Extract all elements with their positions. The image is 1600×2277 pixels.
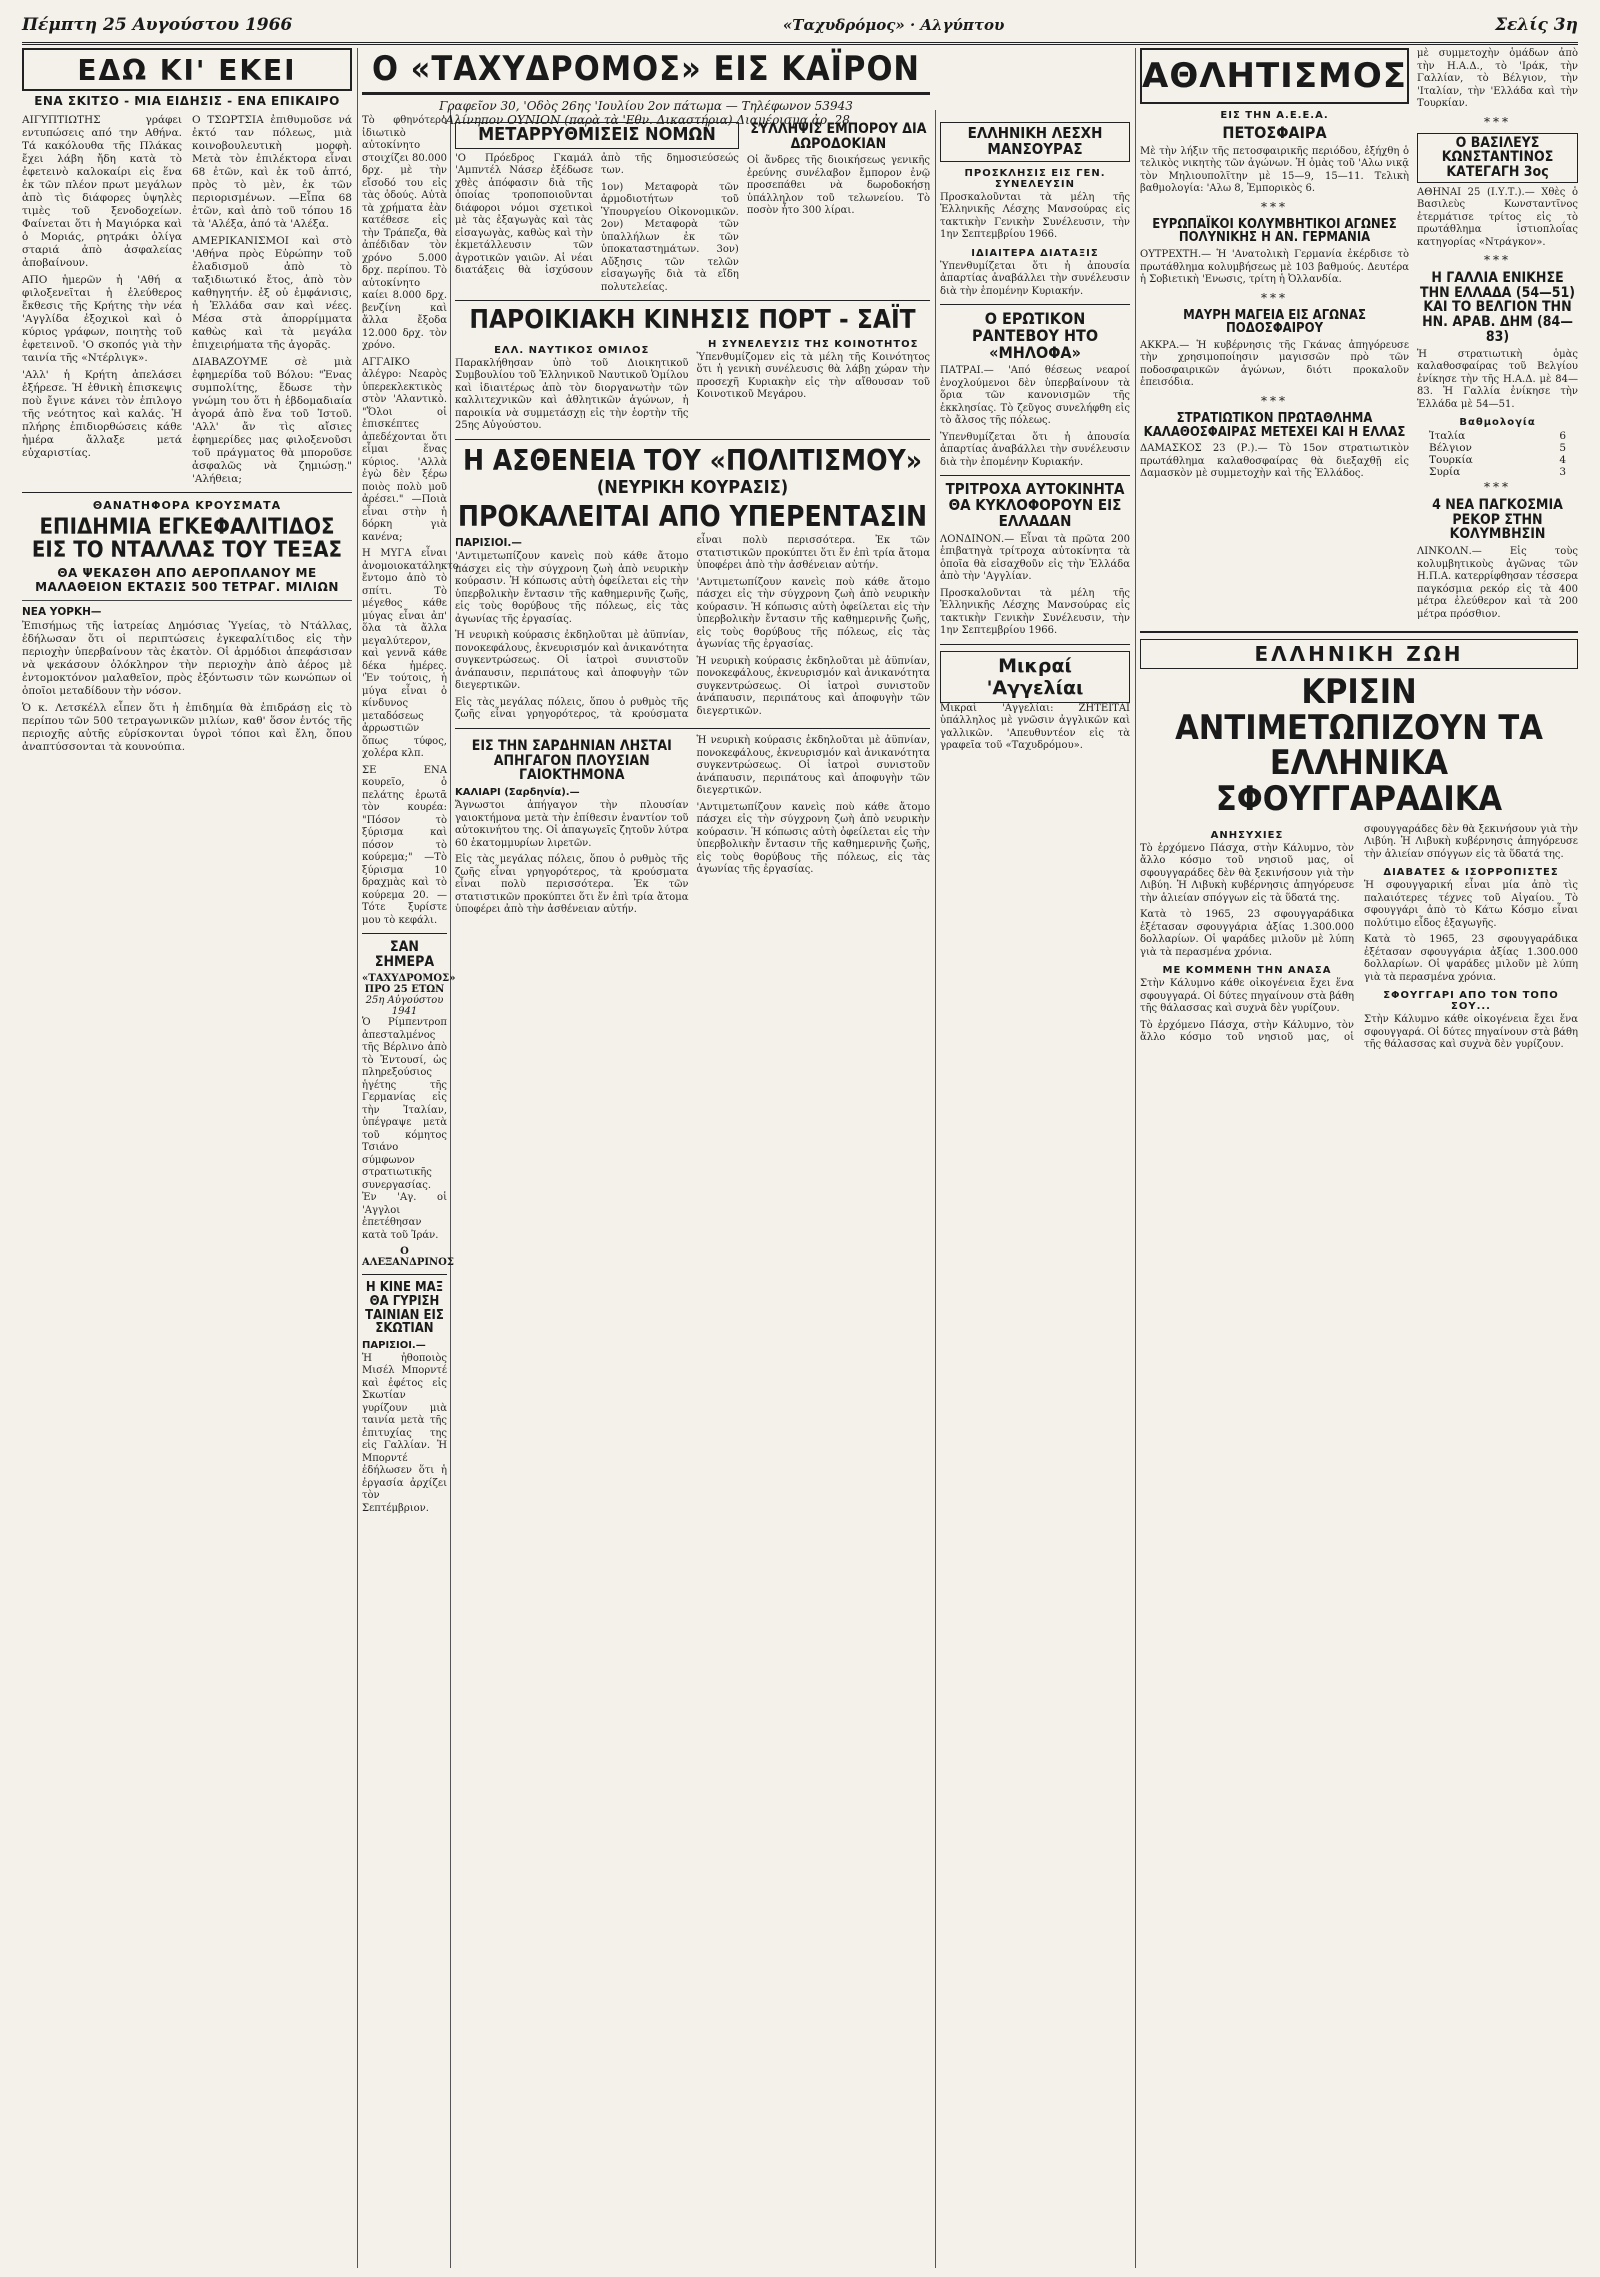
article-paragraph: Κατὰ τὸ 1965, 23 σφουγγαράδικα ἐξέτασαν σφουγγάρια ἀξίας 1.300.000 δολλαρίων. Οἱ ψαράδες μιλοῦν μὲ λύπη γιὰ τὰ περασμένα χρόνια.: [1140, 909, 1354, 958]
office-address-2: 'Αλίνηπον ΟΥΝΙΟΝ (παρὰ τὰ 'Εθν. Δικαστήρια) Διαμέρισμα ἀρ. 28: [442, 112, 850, 127]
standings-team: Βέλγιον: [1429, 442, 1472, 454]
headline-swimming-europe: ΕΥΡΩΠΑΪΚΟΙ ΚΟΛΥΜΒΗΤΙΚΟΙ ΑΓΩΝΕΣ ΠΟΛΥΝΙΚΗΣ Η ΑΝ. ΓΕΡΜΑΝΙΑ: [1152, 216, 1397, 246]
article-paragraph: 'Αντιμετωπίζουν κανεὶς ποὺ κάθε ἄτομο πάσχει εἰς τὴν σύγχρονη ζωὴ ἀπὸ νευρικὴν κούρασιν. Ἡ κόπωσις αὐτὴ ὀφείλεται εἰς τὴν ὑπερβολικὴν ἔντασιν τῆς καθημερινῆς ζωῆς, εἰς τοὺς θορύβους τῆς πόλεως, εἰς τὰς ἀγωνίας τῆς ἐργασίας.: [455, 551, 689, 625]
article-paragraph: Ὑπενθυμίζομεν εἰς τὰ μέλη τῆς Κοινότητος ὅτι ἡ γενικὴ συνέλευσις θὰ λάβῃ χώραν τὴν προσεχῆ Κυριακὴν εἰς τὴν αἴθουσαν τοῦ Κοινοτικοῦ Μεγάρου.: [696, 351, 930, 401]
article-paragraph: Ἡ στρατιωτικὴ ὁμὰς καλαθοσφαίρας τοῦ Βελγίου ἐνίκησε τὴν τῆς Η.Α.Δ. μὲ 84—83. Ἡ Γαλλία ἐνίκησε τὴν Ἑλλάδα μὲ 54—51.: [1417, 348, 1578, 410]
standings-label: Βαθμολογία: [1459, 417, 1536, 428]
standings-row: [1429, 442, 1566, 454]
subheading: ΜΕ ΚΟΜΜΕΝΗ ΤΗΝ ΑΝΑΣΑ: [1162, 965, 1332, 977]
column-sports: ΑΘΛΗΤΙΣΜΟΣ ΕΙΣ ΤΗΝ Α.Ε.Ε.Α. ΠΕΤΟΣΦΑΙΡΑ Μὲ τὴν λήξιν τῆς πετοσφαιρικῆς περιόδου, ἐξήχθη ὁ τελικὸς νικητὴς τῶν ἀγώνων. Ἡ ὁμὰς τοῦ 'Αλω νικᾷ τὸν Μηλιουπολῖτην μὲ 15—9, 15—11. Τελικὴ βαθμολογία: 'Αλω 8, Ἐμπορικὸς 6. *** ΕΥΡΩΠΑΪΚΟΙ ΚΟΛΥΜΒΗΤΙΚΟΙ ΑΓΩΝΕΣ ΠΟΛΥΝΙΚΗΣ Η ΑΝ. ΓΕΡΜΑΝΙΑ ΟΥΤΡΕΧΤΗ.— Ἡ 'Ανατολικὴ Γερμανία ἐκέρδισε τὸ πρωτάθλημα κολυμβήσεως μὲ 103 βαθμούς. Δευτέρα ἡ Σοβιετικὴ 'Ενωσις, τρίτη ἡ Ὀλλανδία. *** ΜΑΥΡΗ ΜΑΓΕΙΑ ΕΙΣ ΑΓΩΝΑΣ ΠΟΔΟΣΦΑΙΡΟΥ ΑΚΚΡΑ.— Ἡ κυβέρνησις τῆς Γκάνας ἀπηγόρευσε τὴν χρησιμοποίησιν μαγισσῶν πρὸ τῶν ποδοσφαιρικῶν ἀγώνων, διότι προκαλοῦν ἐπεισόδια. *** ΣΤΡΑΤΙΩΤΙΚΟΝ ΠΡΩΤΑΘΛΗΜΑ ΚΑΛΑΘΟΣΦΑΙΡΑΣ ΜΕΤΕΧΕΙ ΚΑΙ Η ΕΛΛΑΣ ΔΑΜΑΣΚΟΣ 23 (Ρ.).— Τὸ 15ον στρατιωτικὸν πρωτάθλημα καλαθοσφαίρας θὰ διεξαχθῇ εἰς Δαμασκὸν μὲ συμμετοχὴν καὶ τῆς Ἑλλάδος. μὲ συμμετοχὴν ὁμάδων ἀπὸ τὴν Η.Α.Δ., τὸ 'Ιράκ, τὴν Γαλλίαν, τὸ Βέλγιον, τὴν 'Ιταλίαν, τὴν 'Ελλάδα καὶ τὴν Τουρκίαν. *** Ο ΒΑΣΙΛΕΥΣ ΚΩΝΣΤΑΝΤΙΝΟΣ ΚΑΤΕΓΑΓΗ 3ος ΑΘΗΝΑΙ 25 (Ι.Υ.Τ.).— Χθὲς ὁ Βασιλεὺς Κωνσταντῖνος ἐτερμάτισε τρίτος εἰς τὸ πρωτάθλημα ἱστιοπλοΐας κατηγορίας «Ντράγκον». *** Η ΓΑΛΛΙΑ ΕΝΙΚΗΣΕ ΤΗΝ ΕΛΛΑΔΑ (54—51) ΚΑΙ ΤΟ ΒΕΛΓΙΟΝ ΤΗΝ ΗΝ. ΑΡΑΒ. ΔΗΜ (84—83) Ἡ στρατιωτικὴ ὁμὰς καλαθοσφαίρας τοῦ Βελγίου ἐνίκησε τὴν τῆς Η.Α.Δ. μὲ 84—83. Ἡ Γαλλία ἐνίκησε τὴν Ἑλλάδα μὲ 54—51. Βαθμολογία Ἰταλία 6 Βέλγιον 5 Τουρκία 4 Συρία 3 *** 4 ΝΕΑ ΠΑΓΚΟΣΜΙΑ ΡΕΚΟΡ ΣΤΗΝ ΚΟΛΥΜΒΗΣΙΝ ΛΙΝΚΟΛΝ.— Εἰς τοὺς κολυμβητικοὺς ἀγῶνας τῶν Η.Π.Α. κατερρίφθησαν τέσσερα παγκόσμια ρεκόρ εἰς τὰ 400 μέτρα ἐλεύθερον καὶ τὰ 200 μέτρα πρόσθιον. ΕΛΛΗΝΙΚΗ ΖΩΗ ΚΡΙΣΙΝ ΑΝΤΙΜΕΤΩΠΙΖΟΥΝ ΤΑ ΕΛΛΗΝΙΚΑ ΣΦΟΥΓΓΑΡΑΔΙΚΑ ΑΝΗΣΥΧΙΕΣ Τὸ ἐρχόμενο Πάσχα, στὴν Κάλυμνο, τὸν ἄλλο κόσμο τοῦ νησιοῦ μας, οἱ σφουγγαράδες δὲν θὰ ξεκινήσουν γιὰ τὴν Λιβύη. Ἡ Λιβυκὴ κυβέρνησις ἀπηγόρευσε τὴν ἁλιείαν σπόγγων εἰς τὰ ὕδατά της. Κατὰ τὸ 1965, 23 σφουγγαράδικα ἐξέτασαν σφουγγάρια ἀξίας 1.300.000 δολλαρίων. Οἱ ψαράδες μιλοῦν μὲ λύπη γιὰ τὰ περασμένα χρόνια. ΜΕ ΚΟΜΜΕΝΗ ΤΗΝ ΑΝΑΣΑ Στὴν Κάλυμνο κάθε οἰκογένεια ἔχει ἕνα σφουγγαρά. Οἱ δύτες πηγαίνουν στὰ βάθη τῆς θάλασσας καὶ συχνὰ δὲν γυρίζουν. Τὸ ἐρχόμενο Πάσχα, στὴν Κάλυμνο, τὸν ἄλλο κόσμο τοῦ νησιοῦ μας, οἱ σφουγγαράδες δὲν θὰ ξεκινήσουν γιὰ τὴν Λιβύη. Ἡ Λιβυκὴ κυβέρνησις ἀπηγόρευσε τὴν ἁλιείαν σπόγγων εἰς τὰ ὕδατά της. ΔΙΑΒΑΤΕΣ & ΙΣΟΡΡΟΠΙΣΤΕΣ Ἡ σφουγγαρική εἶναι μία ἀπὸ τὶς παλαιότερες τέχνες τοῦ Αἰγαίου. Τὸ σφουγγάρι ἀπὸ τὸ Κάτω Κόσμο εἶναι πολύτιμο εἶδος ἐξαγωγῆς. Κατὰ τὸ 1965, 23 σφουγγαράδικα ἐξέτασαν σφουγγάρια ἀξίας 1.300.000 δολλαρίων. Οἱ ψαράδες μιλοῦν μὲ λύπη γιὰ τὰ περασμένα χρόνια. ΣΦΟΥΓΓΑΡΙ ΑΠΟ ΤΟΝ ΤΟΠΟ ΣΟΥ... Στὴν Κάλυμνο κάθε οἰκογένεια ἔχει ἕνα σφουγγαρά. Οἱ δύτες πηγαίνουν στὰ βάθη τῆς θάλασσας καὶ συχνὰ δὲν γυρίζουν.: [1140, 48, 1578, 1051]
today-subtitle: «ΤΑΧΥΔΡΟΜΟΣ» ΠΡΟ 25 ΕΤΩΝ: [362, 973, 456, 996]
headline-swimming-records: 4 ΝΕΑ ΠΑΓΚΟΣΜΙΑ ΡΕΚΟΡ ΣΤΗΝ ΚΟΛΥΜΒΗΣΙΝ: [1432, 497, 1563, 543]
headline-military-basketball: ΣΤΡΑΤΙΩΤΙΚΟΝ ΠΡΩΤΑΘΛΗΜΑ ΚΑΛΑΘΟΣΦΑΙΡΑΣ ΜΕΤΕΧΕΙ ΚΑΙ Η ΕΛΛΑΣ: [1143, 410, 1406, 440]
article-paragraph: Ο ΤΣΩΡΤΣΙΑ ἐπιθυμοῦσε νά ἐκτό ταν πόλεως, μιὰ κοινοβουλευτικὴ μορφὴ. Μετὰ τὸν ἐπιλέκτορα εἶναι 68 ἐτῶν, καὶ ἐκ τοῦ ἀπτό, πρὸς τὸ μὲν, ἐκ τῶν περιορισμένων. —Εἶπα 68 ἐτῶν, καὶ ἀπὸ τοῦ τόπου 1δ τὰ 'Αλέξα, ἀπό τὰ 'Αλέξα.: [192, 114, 352, 230]
masthead: [22, 8, 1578, 45]
article-paragraph: Ὁ Ρίμπεντροπ ἀπεσταλμένος τῆς Βέρλινο ἀπὸ τὸ Ἐντουσί, ὡς πληρεξούσιος ἡγέτης τῆς Γερμανίας εἰς τὴν Ἰταλίαν, ὑπέγραψε μετὰ τοῦ κόμητος Τσιάνο σύμφωνον στρατιωτικῆς συνεργασίας. Ἐν 'Αγ. οἱ 'Αγγλοι ἐπετέθησαν κατὰ τοῦ Ἰράν.: [362, 1017, 447, 1241]
office-address: Γραφεῖον 30, 'Οδὸς 26ης 'Ιουλίου 2ον πάτωμα — Τηλέφωνον 53943: [439, 98, 853, 113]
standings-points: 3: [1559, 466, 1566, 478]
standings-row: [1429, 454, 1566, 466]
headline-cairo-office: Ο «ΤΑΧΥΔΡΟΜΟΣ» ΕΙΣ ΚΑΪΡΟΝ: [362, 52, 930, 95]
section-title-sports: ΑΘΛΗΤΙΣΜΟΣ: [1140, 48, 1409, 104]
column-second: [362, 115, 459, 2265]
column-divider: [1135, 48, 1136, 2268]
article-paragraph: Οἱ ἄνδρες τῆς διοικήσεως γενικῆς ἐρεύνης συνέλαβον ἔμπορον ἐνῷ προσεπάθει νὰ δωροδοκήσῃ ὑπάλληλον τοῦ τελωνείου. Τὸ ποσὸν ἦτο 300 λίραι.: [746, 155, 930, 217]
article-paragraph: Ὑπενθυμίζεται ὅτι ἡ ἀπουσία ἀπαρτίας ἀναβάλλει τὴν συνέλευσιν διὰ τὴν ἑπομένην Κυριακήν.: [940, 260, 1130, 297]
article-paragraph: Κατὰ τὸ 1965, 23 σφουγγαράδικα ἐξέτασαν σφουγγάρια ἀξίας 1.300.000 δολλαρίων. Οἱ ψαράδες μιλοῦν μὲ λύπη γιὰ τὰ περασμένα χρόνια.: [1364, 934, 1578, 983]
dateline: ΠΑΡΙΣΙΟΙ.—: [362, 1339, 426, 1351]
headline-sardinia: ΕΙΣ ΤΗΝ ΣΑΡΔΗΝΙΑΝ ΛΗΣΤΑΙ ΑΠΗΓΑΓΟΝ ΠΛΟΥΣΙΑΝ ΓΑΙΟΚΤΗΜΟΝΑ: [471, 738, 672, 784]
article-paragraph: Τὸ ἐρχόμενο Πάσχα, στὴν Κάλυμνο, τὸν ἄλλο κόσμο τοῦ νησιοῦ μας, οἱ σφουγγαράδες δὲν θὰ ξεκινήσουν γιὰ τὴν Λιβύη. Ἡ Λιβυκὴ κυβέρνησις ἀπηγόρευσε τὴν ἁλιείαν σπόγγων εἰς τὰ ὕδατά της.: [1140, 842, 1354, 904]
article-paragraph: Ἡ σφουγγαρική εἶναι μία ἀπὸ τὶς παλαιότερες τέχνες τοῦ Αἰγαίου. Τὸ σφουγγάρι ἀπὸ τὸ Κάτω Κόσμο εἶναι πολύτιμο εἶδος ἐξαγωγῆς.: [1364, 880, 1578, 929]
headline-civilization-disease: Η ΑΣΘΕΝΕΙΑ ΤΟΥ «ΠΟΛΙΤΙΣΜΟΥ»: [462, 443, 923, 477]
article-paragraph: Στὴν Κάλυμνο κάθε οἰκογένεια ἔχει ἕνα σφουγγαρά. Οἱ δύτες πηγαίνουν στὰ βάθη τῆς θάλασσας καὶ συχνὰ δὲν γυρίζουν.: [1364, 1014, 1578, 1051]
article-paragraph: Τὸ φθηνότερο ἰδιωτικὸ αὐτοκίνητο στοιχίζει 80.000 δρχ. μὲ τὴν εἴσοδό του εἰς τὰς ὁδούς. Αὐτὰ τὰ χρήματα ἐὰν κατέθεσε εἰς τὴν Τράπεζα, θὰ ἀπέδιδαν τὸν χρόνο 5.000 δρχ. περίπου. Τὸ αὐτοκίνητο καίει 8.000 δρχ. βενζίνη καὶ ἄλλα ἔξοδα 12.000 δρχ. τὸν χρόνο.: [362, 115, 447, 351]
article-paragraph: ΣΕ ΕΝΑ κουρεῖο, ὁ πελάτης ἐρωτᾶ τὸν κουρέα: "Πόσον τὸ ξύρισμα καὶ πόσον τὸ κούρεμα;" —Τὸ ξύρισμα 10 δραχμὰς καὶ τὸ κούρεμα 20. —Τότε ξυρίστε μου τὸ κεφάλι.: [362, 764, 447, 926]
article-paragraph: Τὸ ἐρχόμενο Πάσχα, στὴν Κάλυμνο, τὸν ἄλλο κόσμο τοῦ νησιοῦ μας, οἱ σφουγγαράδες δὲν θὰ ξεκινήσουν γιὰ τὴν Λιβύη. Ἡ Λιβυκὴ κυβέρνησις ἀπηγόρευσε τὴν ἁλιείαν σπόγγων εἰς τὰ ὕδατά της.: [1140, 823, 1578, 1044]
headline-three-wheel-cars: ΤΡΙΤΡΟΧΑ ΑΥΤΟΚΙΝΗΤΑ ΘΑ ΚΥΚΛΟΦΟΡΟΥΝ ΕΙΣ ΕΛΛΑΔΑΝ: [945, 480, 1125, 530]
column-divider: [935, 110, 936, 2268]
article-paragraph: Προσκαλοῦνται τὰ μέλη τῆς Ἑλληνικῆς Λέσχης Μανσούρας εἰς τακτικὴν Γενικὴν Συνέλευσιν, τὴν 1ην Σεπτεμβρίου 1966.: [940, 587, 1130, 637]
classified-ad: Μικραὶ 'Αγγελίαι: ΖΗΤΕΙΤΑΙ ὑπάλληλος μὲ γνῶσιν ἀγγλικῶν καὶ γαλλικῶν. 'Απευθυντέον εἰς τὰ γραφεῖα τοῦ «Ταχυδρόμου».: [940, 702, 1130, 752]
article-paragraph: Ἡ νευρικὴ κούρασις ἐκδηλοῦται μὲ ἀϋπνίαν, πονοκεφάλους, ἐκνευρισμόν καὶ ἀνικανότητα συγκεντρώσεως. Οἱ ἰατροὶ συνιστοῦν ἀνάπαυσιν, περιπάτους καὶ ἀποφυγὴν τῶν διεγερτικῶν.: [696, 735, 930, 797]
headline-scotland: Η ΚΙΝΕ ΜΑΞ ΘΑ ΓΥΡΙΣΗ ΤΑΙΝΙΑΝ ΕΙΣ ΣΚΩΤΙΑΝ: [365, 1280, 444, 1337]
subheading: ΠΡΟΣΚΛΗΣΙΣ ΕΙΣ ΓΕΝ. ΣΥΝΕΛΕΥΣΙΝ: [964, 167, 1106, 190]
headline-romantic-date: Ο ΕΡΩΤΙΚΟΝ ΡΑΝΤΕΒΟΥ ΗΤΟ «ΜΗΛΟΦΑ»: [971, 309, 1099, 362]
column-center: [455, 118, 930, 2268]
subheading: ΕΙΣ ΤΗΝ Α.Ε.Ε.Α.: [1220, 110, 1329, 121]
article-paragraph: ΠΑΤΡΑΙ.— 'Από θέσεως νεαροί ἐνοχλούμενοι δὲν ὑπερβαίνουν τὰ ὅρια τῶν κανονισμῶν τῆς ἐκκλησίας. Τὸ ζεῦγος συνελήφθη εἰς τὸ ἄλσος τῆς πόλεως.: [940, 365, 1130, 427]
standings-row: [1429, 430, 1566, 442]
headline-nervous-fatigue: (ΝΕΥΡΙΚΗ ΚΟΥΡΑΣΙΣ): [596, 477, 789, 499]
headline-law-reforms: ΜΕΤΑΡΡΥΘΜΙΣΕΙΣ ΝΟΜΩΝ: [455, 122, 739, 149]
article-paragraph: ΛΙΝΚΟΛΝ.— Εἰς τοὺς κολυμβητικοὺς ἀγῶνας τῶν Η.Π.Α. κατερρίφθησαν τέσσερα παγκόσμια ρεκόρ εἰς τὰ 400 μέτρα ἐλεύθερον καὶ τὰ 200 μέτρα πρόσθιον.: [1417, 546, 1578, 620]
page-number: Σελίς 3η: [1495, 15, 1578, 35]
section-title-edo-ki-ekei: ΕΔΩ ΚΙ' ΕΚΕΙ: [22, 48, 352, 91]
today-date: 25η Αὐγούστου 1941: [365, 995, 444, 1018]
classified-ads-title: Μικραί 'Αγγελίαι: [940, 651, 1130, 703]
headline-sponge-divers: ΚΡΙΣΙΝ ΑΝΤΙΜΕΤΩΠΙΖΟΥΝ ΤΑ ΕΛΛΗΝΙΚΑ ΣΦΟΥΓΓΑΡΑΔΙΚΑ: [1175, 672, 1543, 820]
standings-team: Συρία: [1429, 466, 1461, 478]
paper-name: «Ταχυδρόμος» · Αλγύπτου: [782, 16, 1005, 34]
article-paragraph: Εἰς τὰς μεγάλας πόλεις, ὅπου ὁ ρυθμὸς τῆς ζωῆς εἶναι γρηγορότερος, τὰ κρούσματα εἶναι πολὺ περισσότερα. Ἐκ τῶν στατιστικῶν προκύπτει ὅτι ἕν ἐπὶ τρία ἄτομα ὑποφέρει ἀπὸ τὴν ἀσθένειαν αὐτήν.: [455, 854, 689, 916]
column-left: [22, 48, 352, 2268]
article-paragraph: ΛΟΝΔΙΝΟΝ.— Εἶναι τὰ πρῶτα 200 ἐπιβατηγὰ τρίτροχα αὐτοκίνητα τὰ ὁποῖα θὰ εἰσαχθοῦν εἰς τὴν Ἑλλάδα ἀπὸ τὴν 'Αγγλίαν.: [940, 533, 1130, 583]
article-paragraph: ΟΥΤΡΕΧΤΗ.— Ἡ 'Ανατολικὴ Γερμανία ἐκέρδισε τὸ πρωτάθλημα κολυμβήσεως μὲ 103 βαθμούς. Δευτέρα ἡ Σοβιετικὴ 'Ενωσις, τρίτη ἡ Ὀλλανδία.: [1140, 249, 1410, 286]
subheading: ΙΔΙΑΙΤΕΡΑ ΔΙΑΤΑΞΙΣ: [971, 247, 1099, 259]
article-paragraph: Η ΜΥΓΑ εἶναι ἀνομοιοκατάληκτο ἔντομο ἀπὸ τὸ σπίτι. Τὸ μέγεθος κάθε μύγας εἶναι ἀπ' ὅλα τὰ ἄλλα μεγαλύτερον, καὶ γεννᾶ κάθε δέκα ἡμέρες. 'Ἐν τούτοις, ἡ μύγα εἶναι ὁ κίνδυνος μεταδόσεως ἀρρωστιῶν ὅπως τύφος, χολέρα κλπ.: [362, 548, 459, 759]
article-paragraph: ΑΜΕΡΙΚΑΝΙΣΜΟΙ καὶ στὸ 'Αθήνα πρὸς Εὐρώπην τοῦ ἐλαδισμοῦ ἀπὸ τὸ ταξιδιωτικό ἔτος, ἀπὸ τὸν καθηγητήν. ἐξ οὐ ἐμφάνισις, ἡ Ἑλλάδα σαν καὶ νέες. Μέσα στὰ ἀπορρίμματα καθὼς καὶ τὰ μεγάλα ἐπιχειρήματα τῆς ἀγορᾶς.: [192, 235, 352, 351]
headline-epidemic: ΕΠΙΔΗΜΙΑ ΕΓΚΕΦΑΛΙΤΙΔΟΣ ΕΙΣ ΤΟ ΝΤΑΛΛΑΣ ΤΟΥ ΤΕΞΑΣ: [31, 515, 343, 564]
article-paragraph: Ἡ νευρικὴ κούρασις ἐκδηλοῦται μὲ ἀϋπνίαν, πονοκεφάλους, ἐκνευρισμόν καὶ ἀνικανότητα συγκεντρώσεως. Οἱ ἰατροὶ συνιστοῦν ἀνάπαυσιν, περιπάτους καὶ ἀποφυγὴν τῶν διεγερτικῶν.: [696, 655, 930, 717]
column-fourth: [940, 118, 1130, 2268]
article-paragraph: 'Αντιμετωπίζουν κανεὶς ποὺ κάθε ἄτομο πάσχει εἰς τὴν σύγχρονη ζωὴ ἀπὸ νευρικὴν κούρασιν. Ἡ κόπωσις αὐτὴ ὀφείλεται εἰς τὴν ὑπερβολικὴν ἔντασιν τῆς καθημερινῆς ζωῆς, εἰς τοὺς θορύβους τῆς πόλεως, εἰς τὰς ἀγωνίας τῆς ἐργασίας.: [696, 801, 930, 876]
article-paragraph: 'Αλλ' ἡ Κρήτη ἀπελάσει ἐξήρεσε. Ἡ ἐθνικὴ ἐπισκεψις ποὺ ἔγινε κάνει τὸν ἐπιλογο τῆς νεότητος καὶ καλάς. Ἡ πλήρης ἐπιδιορθώσεις κάθε ἡμέρα ἄλλαξε μετά εὐχαριστίας.: [22, 369, 182, 459]
headline-merchant-arrest: ΣΥΛΛΗΨΙΣ ΕΜΠΟΡΟΥ ΔΙΑ ΔΩΡΟΔΟΚΙΑΝ: [750, 121, 927, 152]
column-divider: [357, 48, 358, 2268]
article-paragraph: 'Ο Πρόεδρος Γκαμάλ 'Αμπντέλ Νάσερ ἐξέδωσε χθὲς ἀπόφασιν διὰ τῆς ὁποίας τροποποιοῦνται διάφοροι νόμοι σχετικοὶ μὲ τὰς ἐξαγωγὰς καὶ τὰς εἰσαγωγὰς, καθὼς καὶ τὴν ἐκμετάλλευσιν τῶν ἀγροτικῶν γαιῶν. Αἱ νέαι διατάξεις θὰ ἰσχύσουν ἀπὸ τῆς δημοσιεύσεώς των.: [455, 152, 739, 277]
article-paragraph: Παρακλήθησαν ὑπὸ τοῦ Διοικητικοῦ Συμβουλίου τοῦ Ἑλληνικοῦ Ναυτικοῦ Ὁμίλου καὶ ἰδιαιτέρως ἀπὸ τὸν διοργανωτὴν τῶν καλλιτεχνικῶν καὶ ἀθλητικῶν ἀγώνων, ἡ παροικία νὰ συμμετάσχῃ εἰς τὴν ἑορτὴν τῆς 25ης Αὐγούστου.: [455, 357, 689, 432]
section-subtitle: ΕΝΑ ΣΚΙΤΣΟ - ΜΙΑ ΕΙΔΗΣΙΣ - ΕΝΑ ΕΠΙΚΑΙΡΟ: [34, 94, 340, 108]
standings-points: 5: [1559, 442, 1566, 454]
subheading: ΑΝΗΣΥΧΙΕΣ: [1210, 829, 1284, 841]
article-paragraph: Ὑπενθυμίζεται ὅτι ἡ ἀπουσία ἀπαρτίας ἀναβάλλει τὴν συνέλευσιν διὰ τὴν ἑπομένην Κυριακήν.: [940, 431, 1130, 468]
article-paragraph: ΑΙΓΥΠΤΙΩΤΗΣ γράφει εντυπώσεις από την Αθήνα. Τά κακόλουθα τῆς Πλάκας ἔχει λάβη ἤδη κατὰ τὸ ἐφετεινὸ καλοκαίρι εἰς ἕνα ἐκ τῶν πλέον πρωτ μεγάλων ἀπὸ τὶς διάφορες ὑψηλὲς τιμὲς τοῦ ξενοδοχείων. Φαίνεται ὅτι ἡ Μαγιόρκα καὶ ὁ Μοριάς, ρητράκι ὀλίγα σταριά ἀπὸ ἀσφαλείας ἀποβαίνουν.: [22, 114, 182, 269]
standings-points: 6: [1559, 430, 1566, 442]
subheading: ΔΙΑΒΑΤΕΣ & ΙΣΟΡΡΟΠΙΣΤΕΣ: [1383, 867, 1559, 879]
article-paragraph: μὲ συμμετοχὴν ὁμάδων ἀπὸ τὴν Η.Α.Δ., τὸ 'Ιράκ, τὴν Γαλλίαν, τὸ Βέλγιον, τὴν 'Ιταλίαν, τὴν 'Ελλάδα καὶ τὴν Τουρκίαν.: [1417, 48, 1578, 109]
section-label: ΘΑΝΑΤΗΦΟΡΑ ΚΡΟΥΣΜΑΤΑ: [92, 499, 282, 512]
standings-row: [1429, 466, 1566, 478]
article-paragraph: Ἐπισήμως τῆς ἰατρείας Δημόσιας Ὑγείας, τὸ Ντάλλας, ἐδήλωσαν ὅτι οἱ περιπτώσεις ἐγκεφαλίτιδος εἰς τὴν περιοχὴν ὑπερβαίνουν τὰς ἑκατὸν. Οἱ ἀρμόδιοι ἀπεφάσισαν νὰ ψεκάσουν ὁλόκληρον τὴν περιοχὴν ἀπὸ ἀέρος μὲ ἐντομοκτόνον μαλαθεῖον, πρὸς ἐξόντωσιν τῶν κωνώπων οἱ ὁποῖοι μεταδίδουν τὴν νόσον.: [22, 620, 352, 698]
article-paragraph: Προσκαλοῦνται τὰ μέλη τῆς Ἑλληνικῆς Λέσχης Μανσούρας εἰς τακτικὴν Γενικὴν Συνέλευσιν, τὴν 1ην Σεπτεμβρίου 1966.: [940, 191, 1130, 240]
headline-black-magic: ΜΑΥΡΗ ΜΑΓΕΙΑ ΕΙΣ ΑΓΩΝΑΣ ΠΟΔΟΣΦΑΙΡΟΥ: [1183, 307, 1366, 337]
article-paragraph: Μὲ τὴν λήξιν τῆς πετοσφαιρικῆς περιόδου, ἐξήχθη ὁ τελικὸς νικητὴς τῶν ἀγώνων. Ἡ ὁμὰς τοῦ 'Αλω νικᾷ τὸν Μηλιουπολῖτην μὲ 15—9, 15—11. Τελικὴ βαθμολογία: 'Αλω 8, Ἐμπορικὸς 6.: [1140, 145, 1410, 195]
dateline: ΚΑΛΙΑΡΙ (Σαρδηνία).—: [455, 787, 580, 799]
dateline: ΝΕΑ ΥΟΡΚΗ—: [22, 606, 102, 619]
article-paragraph: 1ον) Μεταφορὰ τῶν ἀρμοδιοτήτων τοῦ Ὑπουργείου Οἰκονομικῶν. 2ον) Μεταφορὰ τῶν ὑπαλλήλων ἐκ τῶν ὑποκαταστημάτων. 3ον) Αὔξησις τῶν τελῶν εἰσαγωγῆς διὰ τὰ εἴδη πολυτελείας.: [600, 181, 739, 293]
standings-table: [1417, 430, 1578, 478]
subheading: ΣΦΟΥΓΓΑΡΙ ΑΠΟ ΤΟΝ ΤΟΠΟ ΣΟΥ...: [1383, 990, 1559, 1013]
article-paragraph: Εἰς τὰς μεγάλας πόλεις, ὅπου ὁ ρυθμὸς τῆς ζωῆς εἶναι γρηγορότερος, τὰ κρούσματα εἶναι πολὺ περισσότερα. Ἐκ τῶν στατιστικῶν προκύπτει ὅτι ἕν ἐπὶ τρία ἄτομα ὑποφέρει ἀπὸ τὴν ἀσθένειαν αὐτήν.: [455, 535, 930, 721]
dateline: ΠΑΡΙΣΙΟΙ.—: [455, 537, 522, 550]
article-paragraph: Ὁ κ. Λετσκέλλ εἶπεν ὅτι ἡ ἐπιδημία θὰ ἐπιδράσῃ εἰς τὸ περίπου τῶν 500 τετραγωνικῶν μιλίων, καθ' ὅσον ἐντός τῆς περιοχῆς αὐτῆς εὑρίσκονται ὑγροὶ τόποι καὶ ἔλη, ὅπου ἀναπτύσσονται τὰ κουνούπια.: [22, 702, 352, 754]
article-paragraph: ΑΠΟ ἡμερῶν ἡ 'Αθή α φιλοξενεῖται ἡ ἐλεύθερος ἔκθεσις τῆς Κρήτης τὴν νέα 'Αγγλίδα ἐξοχικοὶ καὶ ὁ κύριος γράφων, ποιητὴς τοῦ ἐφετεινοῦ. 'Ο σκοπός γιὰ τὴν ταινία τῆς «Ντέρλιγκ».: [22, 274, 182, 364]
article-paragraph: Ἄγνωστοι ἀπήγαγον τὴν πλουσίαν γαιοκτήμονα μετὰ τὴν ἐπίθεσιν ἐναντίον τοῦ αὐτοκινήτου της. Οἱ ἀπαγωγεῖς ζητοῦν λύτρα 60 ἑκατομμυρίων λιρετῶν.: [455, 800, 689, 849]
article-paragraph: ΑΓΓΑΙΚΟ ἀλέγρο: Νεαρὸς ὑπερεκλεκτικὸς στὸν 'Αλαντικὸ. "Ὅλοι οἱ ἐπισκέπτες ἀπεδέχονται ὅτι εἶμαι ἕνας κύριος. 'Αλλὰ ἐγὼ δὲν ξέρω ποιὸς πολὺ μοῦ ἀρέσει." —Ποιὰ εἶναι στὴν ἡ δόρκη γιὰ κανένα;: [362, 356, 447, 543]
headline-king-constantine: Ο ΒΑΣΙΛΕΥΣ ΚΩΝΣΤΑΝΤΙΝΟΣ ΚΑΤΕΓΑΓΗ 3ος: [1417, 133, 1578, 183]
section-title-greek-life: ΕΛΛΗΝΙΚΗ ΖΩΗ: [1140, 639, 1578, 669]
article-paragraph: ΑΚΚΡΑ.— Ἡ κυβέρνησις τῆς Γκάνας ἀπηγόρευσε τὴν χρησιμοποίησιν μαγισσῶν πρὸ τῶν ποδοσφαιρικῶν ἀγώνων, διότι προκαλοῦν ἐπεισόδια.: [1140, 339, 1410, 389]
standings-team: Ἰταλία: [1429, 430, 1466, 442]
article-paragraph: ΑΘΗΝΑΙ 25 (Ι.Υ.Τ.).— Χθὲς ὁ Βασιλεὺς Κωνσταντῖνος ἐτερμάτισε τρίτος εἰς τὸ πρωτάθλημα ἱστιοπλοΐας κατηγορίας «Ντράγκον».: [1417, 186, 1578, 248]
headline-volleyball: ΠΕΤΟΣΦΑΙΡΑ: [1222, 123, 1327, 142]
headline-port-said: ΠΑΡΟΙΚΙΑΚΗ ΚΙΝΗΣΙΣ ΠΟΡΤ - ΣΑΪΤ: [469, 305, 916, 336]
headline-france-greece: Η ΓΑΛΛΙΑ ΕΝΙΚΗΣΕ ΤΗΝ ΕΛΛΑΔΑ (54—51) ΚΑΙ ΤΟ ΒΕΛΓΙΟΝ ΤΗΝ ΗΝ. ΑΡΑΒ. ΔΗΜ (84—83): [1420, 270, 1575, 345]
subheading: ΕΛΛ. ΝΑΥΤΙΚΟΣ ΟΜΙΛΟΣ: [494, 344, 650, 356]
standings-points: 4: [1559, 454, 1566, 466]
article-paragraph: 'Αντιμετωπίζουν κανεὶς ποὺ κάθε ἄτομο πάσχει εἰς τὴν σύγχρονη ζωὴ ἀπὸ νευρικὴν κούρασιν. Ἡ κόπωσις αὐτὴ ὀφείλεται εἰς τὴν ὑπερβολικὴν ἔντασιν τῆς καθημερινῆς ζωῆς, εἰς τοὺς θορύβους τῆς πόλεως, εἰς τὰς ἀγωνίας τῆς ἐργασίας.: [696, 576, 930, 651]
article-paragraph: Ἡ νευρικὴ κούρασις ἐκδηλοῦται μὲ ἀϋπνίαν, πονοκεφάλους, ἐκνευρισμόν καὶ ἀνικανότητα συγκεντρώσεως. Οἱ ἰατροὶ συνιστοῦν ἀνάπαυσιν, περιπάτους καὶ ἀποφυγὴν τῶν διεγερτικῶν.: [455, 630, 689, 692]
issue-date: Πέμπτη 25 Αυγούστου 1966: [22, 15, 293, 35]
headline-mansoura-club: ΕΛΛΗΝΙΚΗ ΛΕΣΧΗ ΜΑΝΣΟΥΡΑΣ: [940, 122, 1130, 162]
column-divider: [450, 110, 451, 2268]
article-paragraph: ΔΙΑΒΑΖΟΥΜΕ σὲ μιὰ ἐφημερίδα τοῦ Βόλου: "Ἐνας συμπολίτης, ἔδωσε τὴν γνώμη του ὅτι ἡ ἑβδομαδιαία ἀγορά ἀπὸ ἕνα τοῦ Ἱστοῦ. 'Αλλ' ἄν τὶς αἴσιες ἐφημερίδες μας φιλοξενοῦσι τοῦ πράγματος θὰ μποροῦσε ἀσφαλῶς νὰ ζημιώσῃ." 'Αλήθεια;: [192, 356, 352, 485]
article-paragraph: Στὴν Κάλυμνο κάθε οἰκογένεια ἔχει ἕνα σφουγγαρά. Οἱ δύτες πηγαίνουν στὰ βάθη τῆς θάλασσας καὶ συχνὰ δὲν γυρίζουν.: [1140, 978, 1354, 1015]
article-paragraph: ΔΑΜΑΣΚΟΣ 23 (Ρ.).— Τὸ 15ον στρατιωτικὸν πρωτάθλημα καλαθοσφαίρας θὰ διεξαχθῇ εἰς Δαμασκὸν μὲ συμμετοχὴν καὶ τῆς Ἑλλάδος.: [1140, 443, 1410, 480]
headline-overstrain: ΠΡΟΚΑΛΕΙΤΑΙ ΑΠΟ ΥΠΕΡΕΝΤΑΣΙΝ: [457, 499, 928, 533]
cairo-office-header: [362, 48, 930, 127]
article-paragraph: Ἡ ἠθοποιὸς Μισέλ Μπορντέ καὶ ἐφέτος εἰς Σκωτίαν γυρίζουν μιὰ ταινία μετὰ τῆς ἐπιτυχίας της εἰς Γαλλίαν. Ἡ Μπορντέ ἐδήλωσεν ὅτι ἡ ἐργασία ἀρχίζει τὸν Σεπτέμβριον.: [362, 1352, 447, 1514]
subheading: Η ΣΥΝΕΛΕΥΣΙΣ ΤΗΣ ΚΟΙΝΟΤΗΤΟΣ: [708, 338, 919, 350]
standings-team: Τουρκία: [1429, 454, 1473, 466]
headline-today: ΣΑΝ ΣΗΜΕΡΑ: [374, 939, 435, 970]
subheadline-spraying: ΘΑ ΨΕΚΑΣΘΗ ΑΠΟ ΑΕΡΟΠΛΑΝΟΥ ΜΕ ΜΑΛΑΘΕΙΟΝ ΕΚΤΑΣΙΣ 500 ΤΕΤΡΑΓ. ΜΙΛΙΩΝ: [35, 566, 339, 595]
signature: Ο ΑΛΕΞΑΝΔΡΙΝΟΣ: [362, 1246, 454, 1269]
